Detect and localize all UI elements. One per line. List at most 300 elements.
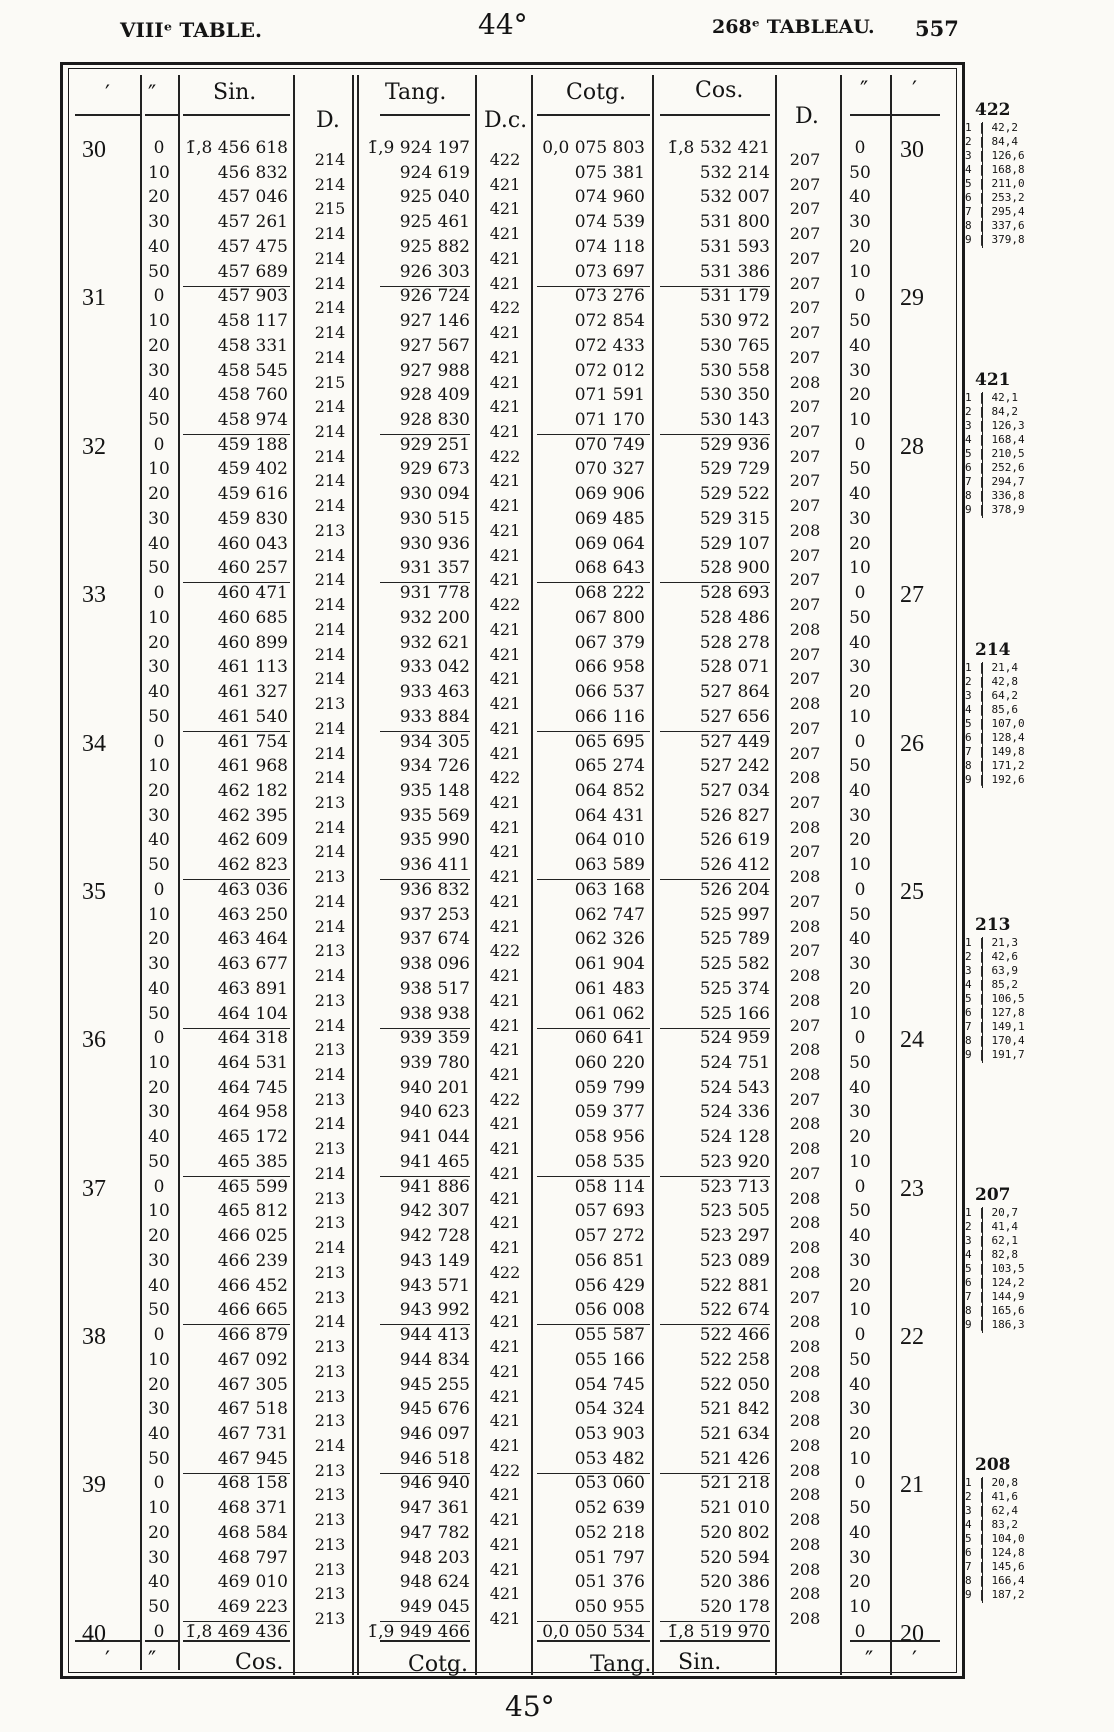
log-sin: 459 616 [217, 484, 288, 505]
diff-cos: 208 [789, 768, 821, 788]
log-sin: 463 677 [217, 954, 288, 975]
second-right: 10 [849, 558, 871, 579]
proportional-parts-line: 3 | 126,6 [965, 149, 1025, 162]
log-sin: 463 250 [217, 904, 288, 925]
second-left: 30 [148, 1250, 170, 1271]
diff-cos: 208 [789, 694, 821, 714]
second-right: 10 [849, 1448, 871, 1469]
log-tang: 935 569 [399, 805, 470, 826]
diff-common: 421 [489, 1435, 521, 1455]
diff-common: 421 [489, 570, 521, 590]
log-sin: 469 010 [217, 1572, 288, 1593]
diff-cos: 207 [789, 471, 821, 491]
diff-sin: 214 [314, 669, 346, 689]
log-tang: 936 832 [399, 879, 470, 900]
second-left: 0 [153, 879, 165, 900]
log-cos: 527 864 [699, 682, 770, 703]
second-left: 20 [148, 1077, 170, 1098]
proportional-parts-title: 421 [975, 370, 1011, 390]
diff-common: 422 [489, 1089, 521, 1109]
diff-common: 421 [489, 347, 521, 367]
diff-sin: 214 [314, 422, 346, 442]
second-left: 50 [148, 1151, 170, 1172]
log-sin: 456 832 [217, 162, 288, 183]
log-cotg: 072 433 [574, 335, 645, 356]
log-sin: 457 046 [217, 187, 288, 208]
second-right: 10 [849, 1597, 871, 1618]
log-sin: 458 760 [217, 385, 288, 406]
tableau-label: 268ᵉ TABLEAU. [712, 16, 875, 38]
proportional-parts-line: 5 | 103,5 [965, 1262, 1025, 1275]
second-right: 30 [849, 508, 871, 529]
proportional-parts-title: 214 [975, 640, 1011, 660]
proportional-parts-line: 9 | 378,9 [965, 503, 1025, 516]
diff-common: 422 [489, 941, 521, 961]
column-heading-dc: D.c. [484, 108, 528, 133]
log-sin: 466 025 [217, 1226, 288, 1247]
diff-common: 421 [489, 669, 521, 689]
diff-sin: 213 [314, 1188, 346, 1208]
diff-common: 421 [489, 1139, 521, 1159]
log-cotg: 069 906 [574, 484, 645, 505]
second-right: 10 [849, 855, 871, 876]
log-tang: 928 830 [399, 410, 470, 431]
diff-common: 422 [489, 150, 521, 169]
second-left: 10 [148, 311, 170, 332]
log-cotg: 067 379 [574, 632, 645, 653]
diff-common: 422 [489, 1460, 521, 1480]
log-cotg: 064 010 [574, 830, 645, 851]
proportional-parts-line: 6 | 124,8 [965, 1546, 1025, 1559]
proportional-parts-line: 2 | 84,2 [965, 405, 1018, 418]
log-cos: 523 920 [699, 1151, 770, 1172]
log-sin: 460 257 [217, 558, 288, 579]
diff-common: 421 [489, 520, 521, 540]
log-tang: 925 461 [399, 212, 470, 233]
diff-common: 421 [489, 174, 521, 194]
diff-sin: 213 [314, 1510, 346, 1530]
second-left: 0 [153, 1028, 165, 1049]
log-cotg: 071 170 [574, 410, 645, 431]
log-tang: 936 411 [399, 855, 470, 876]
second-left: 50 [148, 1003, 170, 1024]
diff-sin: 214 [314, 570, 346, 590]
log-sin: 466 452 [217, 1275, 288, 1296]
log-cotg: 0,0 075 803 [542, 138, 645, 158]
diff-sin: 213 [314, 520, 346, 540]
diff-common: 421 [489, 619, 521, 639]
diff-sin: 214 [314, 916, 346, 936]
diff-sin: 213 [314, 1485, 346, 1505]
diff-cos: 207 [789, 1089, 821, 1109]
diff-cos: 208 [789, 1485, 821, 1505]
minute-right: 22 [900, 1324, 924, 1351]
proportional-parts-line: 1 | 21,4 [965, 661, 1018, 674]
second-left: 0 [153, 1325, 165, 1346]
diff-cos: 207 [789, 545, 821, 565]
proportional-parts-line: 8 | 170,4 [965, 1034, 1025, 1047]
second-right: 20 [849, 1127, 871, 1148]
log-sin: 464 318 [217, 1028, 288, 1049]
diff-sin: 213 [314, 1584, 346, 1604]
second-right: 40 [849, 632, 871, 653]
log-sin: 462 609 [217, 830, 288, 851]
log-cotg: 050 955 [574, 1597, 645, 1618]
proportional-parts-line: 2 | 41,4 [965, 1220, 1018, 1233]
log-tang: 937 674 [399, 929, 470, 950]
diff-common: 421 [489, 1510, 521, 1530]
log-cos: 520 386 [699, 1572, 770, 1593]
diff-sin: 213 [314, 792, 346, 812]
log-cotg: 059 799 [574, 1077, 645, 1098]
log-cotg: 061 062 [574, 1003, 645, 1024]
diff-common: 421 [489, 1337, 521, 1357]
diff-cos: 207 [789, 1163, 821, 1183]
log-tang: 942 728 [399, 1226, 470, 1247]
diff-sin: 214 [314, 397, 346, 417]
log-cos: 528 071 [699, 657, 770, 678]
diff-cos: 207 [789, 298, 821, 318]
log-sin: 466 879 [217, 1325, 288, 1346]
diff-cos: 208 [789, 1262, 821, 1282]
log-cos: 530 350 [699, 385, 770, 406]
column-heading-d1: D. [316, 108, 340, 133]
column-footer-min: ′ [105, 1648, 110, 1673]
second-left: 20 [148, 929, 170, 950]
second-right: 20 [849, 533, 871, 554]
second-left: 50 [148, 261, 170, 282]
log-tang: 931 778 [399, 583, 470, 604]
diff-common: 422 [489, 446, 521, 466]
proportional-parts-line: 8 | 337,6 [965, 219, 1025, 232]
diff-cos: 208 [789, 1584, 821, 1604]
log-tang: 927 567 [399, 335, 470, 356]
diff-sin: 213 [314, 694, 346, 714]
proportional-parts-line: 5 | 211,0 [965, 177, 1025, 190]
log-cos: 527 656 [699, 706, 770, 727]
second-left: 0 [153, 1176, 165, 1197]
second-left: 20 [148, 187, 170, 208]
diff-sin: 214 [314, 150, 346, 169]
diff-common: 421 [489, 867, 521, 887]
log-tang: 941 465 [399, 1151, 470, 1172]
second-left: 20 [148, 632, 170, 653]
second-right: 10 [849, 1151, 871, 1172]
diff-common: 421 [489, 1411, 521, 1431]
second-left: 30 [148, 657, 170, 678]
second-left: 10 [148, 607, 170, 628]
log-cos: 521 842 [699, 1399, 770, 1420]
second-right: 0 [854, 1621, 866, 1642]
second-right: 10 [849, 261, 871, 282]
log-cotg: 052 218 [574, 1522, 645, 1543]
diff-cos: 207 [789, 224, 821, 244]
log-tang: 924 619 [399, 162, 470, 183]
log-sin: 467 092 [217, 1349, 288, 1370]
log-sin: 457 903 [217, 286, 288, 307]
second-right: 30 [849, 360, 871, 381]
log-cotg: 057 693 [574, 1201, 645, 1222]
column-heading-tang: Tang. [385, 80, 447, 105]
column-footer-tang: Cotg. [408, 1652, 468, 1677]
log-sin: 458 974 [217, 410, 288, 431]
proportional-parts-line: 4 | 85,2 [965, 978, 1018, 991]
log-tang: 927 988 [399, 360, 470, 381]
log-sin: 463 464 [217, 929, 288, 950]
second-right: 50 [849, 1349, 871, 1370]
second-left: 10 [148, 1201, 170, 1222]
diff-cos: 208 [789, 1534, 821, 1554]
second-left: 40 [148, 830, 170, 851]
log-tang: 933 884 [399, 706, 470, 727]
diff-cos: 207 [789, 248, 821, 268]
diff-sin: 214 [314, 248, 346, 268]
proportional-parts-line: 8 | 336,8 [965, 489, 1025, 502]
log-cos: 521 634 [699, 1423, 770, 1444]
diff-common: 421 [489, 694, 521, 714]
second-right: 10 [849, 410, 871, 431]
log-cos: 522 881 [699, 1275, 770, 1296]
diff-common: 421 [489, 224, 521, 244]
log-cos: 523 089 [699, 1250, 770, 1271]
log-sin: 457 689 [217, 261, 288, 282]
log-cotg: 054 745 [574, 1374, 645, 1395]
log-cotg: 058 114 [574, 1176, 645, 1197]
diff-sin: 213 [314, 1287, 346, 1307]
diff-sin: 213 [314, 990, 346, 1010]
diff-common: 421 [489, 966, 521, 986]
log-cos: 527 449 [699, 731, 770, 752]
second-right: 30 [849, 212, 871, 233]
log-cos: 520 178 [699, 1597, 770, 1618]
diff-common: 421 [489, 1287, 521, 1307]
diff-common: 422 [489, 298, 521, 318]
second-right: 20 [849, 385, 871, 406]
log-tang: 926 303 [399, 261, 470, 282]
diff-sin: 214 [314, 298, 346, 318]
proportional-parts-line: 6 | 128,4 [965, 731, 1025, 744]
log-sin: 467 945 [217, 1448, 288, 1469]
log-cos: 529 107 [699, 533, 770, 554]
second-right: 30 [849, 1399, 871, 1420]
column-heading-sec: ″ [148, 82, 157, 107]
second-left: 10 [148, 162, 170, 183]
proportional-parts-line: 7 | 294,7 [965, 475, 1025, 488]
log-cos: 530 143 [699, 410, 770, 431]
second-right: 0 [854, 138, 866, 158]
second-left: 40 [148, 533, 170, 554]
second-right: 40 [849, 929, 871, 950]
second-left: 20 [148, 780, 170, 801]
log-cos: 523 713 [699, 1176, 770, 1197]
diff-common: 421 [489, 1188, 521, 1208]
diff-cos: 208 [789, 966, 821, 986]
proportional-parts-line: 5 | 104,0 [965, 1532, 1025, 1545]
diff-sin: 214 [314, 347, 346, 367]
second-left: 10 [148, 459, 170, 480]
log-sin: 462 182 [217, 780, 288, 801]
proportional-parts-title: 208 [975, 1455, 1011, 1475]
log-cotg: 061 483 [574, 978, 645, 999]
log-cos: 521 426 [699, 1448, 770, 1469]
diff-cos: 208 [789, 1411, 821, 1431]
log-cos: 525 997 [699, 904, 770, 925]
diff-cos: 208 [789, 372, 821, 392]
diff-sin: 213 [314, 1040, 346, 1060]
log-cos: 522 050 [699, 1374, 770, 1395]
log-cotg: 070 749 [574, 434, 645, 455]
column-footer-sin: Cos. [235, 1650, 284, 1675]
second-left: 0 [153, 138, 165, 158]
log-tang: 945 676 [399, 1399, 470, 1420]
log-tang: 937 253 [399, 904, 470, 925]
second-right: 40 [849, 780, 871, 801]
log-tang: 925 040 [399, 187, 470, 208]
log-cotg: 057 272 [574, 1226, 645, 1247]
log-cos: 524 751 [699, 1053, 770, 1073]
diff-common: 421 [489, 1485, 521, 1505]
diff-sin: 214 [314, 1238, 346, 1258]
log-cotg: 063 168 [574, 879, 645, 900]
diff-cos: 208 [789, 1213, 821, 1233]
diff-common: 422 [489, 595, 521, 615]
minute-right: 20 [900, 1620, 924, 1647]
second-left: 10 [148, 1053, 170, 1073]
log-cos: 528 278 [699, 632, 770, 653]
second-right: 0 [854, 434, 866, 455]
minute-left: 37 [82, 1175, 106, 1202]
diff-common: 421 [489, 273, 521, 293]
log-cos: 531 800 [699, 212, 770, 233]
log-cotg: 054 324 [574, 1399, 645, 1420]
log-cotg: 072 012 [574, 360, 645, 381]
log-cotg: 066 116 [574, 706, 645, 727]
log-tang: 943 149 [399, 1250, 470, 1271]
diff-common: 421 [489, 372, 521, 392]
second-right: 50 [849, 904, 871, 925]
log-cotg: 060 220 [574, 1053, 645, 1073]
proportional-parts-title: 422 [975, 100, 1011, 120]
log-tang: 939 780 [399, 1053, 470, 1073]
diff-sin: 215 [314, 199, 346, 219]
diff-sin: 213 [314, 1559, 346, 1579]
log-cos: 522 258 [699, 1349, 770, 1370]
second-left: 20 [148, 1226, 170, 1247]
proportional-parts-line: 7 | 295,4 [965, 205, 1025, 218]
second-right: 20 [849, 978, 871, 999]
proportional-parts-title: 213 [975, 915, 1011, 935]
second-right: 20 [849, 236, 871, 257]
diff-cos: 208 [789, 619, 821, 639]
second-left: 0 [153, 1621, 165, 1642]
proportional-parts-line: 9 | 186,3 [965, 1318, 1025, 1331]
diff-sin: 213 [314, 1139, 346, 1159]
log-cos: 523 505 [699, 1201, 770, 1222]
second-right: 0 [854, 731, 866, 752]
log-sin: 468 584 [217, 1522, 288, 1543]
second-right: 50 [849, 607, 871, 628]
proportional-parts-line: 9 | 187,2 [965, 1588, 1025, 1601]
second-right: 10 [849, 1003, 871, 1024]
log-tang: 949 045 [399, 1597, 470, 1618]
log-tang: 931 357 [399, 558, 470, 579]
diff-sin: 214 [314, 817, 346, 837]
second-left: 50 [148, 855, 170, 876]
proportional-parts-line: 6 | 253,2 [965, 191, 1025, 204]
log-cotg: 068 222 [574, 583, 645, 604]
log-cotg: 073 276 [574, 286, 645, 307]
second-left: 0 [153, 286, 165, 307]
diff-sin: 213 [314, 941, 346, 961]
log-tang: 934 726 [399, 756, 470, 777]
log-sin: 1̄,8 469 436 [185, 1621, 288, 1642]
diff-cos: 207 [789, 496, 821, 516]
log-tang: 929 251 [399, 434, 470, 455]
diff-cos: 207 [789, 422, 821, 442]
diff-cos: 208 [789, 1312, 821, 1332]
second-left: 10 [148, 1498, 170, 1519]
minute-left: 31 [82, 285, 106, 312]
proportional-parts-line: 4 | 168,8 [965, 163, 1025, 176]
log-cos: 520 594 [699, 1547, 770, 1568]
degree-top: 44° [478, 8, 528, 41]
diff-common: 421 [489, 1609, 521, 1629]
diff-cos: 208 [789, 1238, 821, 1258]
log-cotg: 073 697 [574, 261, 645, 282]
log-tang: 932 200 [399, 607, 470, 628]
log-cotg: 066 958 [574, 657, 645, 678]
log-sin: 468 158 [217, 1473, 288, 1494]
second-right: 30 [849, 954, 871, 975]
second-right: 0 [854, 583, 866, 604]
diff-common: 421 [489, 422, 521, 442]
diff-sin: 213 [314, 1089, 346, 1109]
second-right: 50 [849, 1053, 871, 1073]
log-sin: 464 531 [217, 1053, 288, 1073]
minute-left: 30 [82, 137, 106, 163]
log-sin: 465 812 [217, 1201, 288, 1222]
second-left: 30 [148, 508, 170, 529]
log-sin: 466 665 [217, 1300, 288, 1321]
diff-sin: 215 [314, 372, 346, 392]
second-left: 50 [148, 1300, 170, 1321]
minute-left: 32 [82, 433, 106, 460]
log-cotg: 058 956 [574, 1127, 645, 1148]
log-tang: 930 094 [399, 484, 470, 505]
diff-cos: 207 [789, 891, 821, 911]
diff-common: 421 [489, 743, 521, 763]
diff-cos: 207 [789, 1287, 821, 1307]
diff-cos: 207 [789, 446, 821, 466]
proportional-parts-line: 2 | 41,6 [965, 1490, 1018, 1503]
log-tang: 941 044 [399, 1127, 470, 1148]
diff-sin: 213 [314, 1337, 346, 1357]
log-tang: 940 623 [399, 1102, 470, 1123]
diff-sin: 214 [314, 224, 346, 244]
log-sin: 459 188 [217, 434, 288, 455]
second-right: 30 [849, 805, 871, 826]
diff-cos: 207 [789, 1015, 821, 1035]
log-cos: 526 204 [699, 879, 770, 900]
proportional-parts-line: 4 | 83,2 [965, 1518, 1018, 1531]
log-sin: 464 958 [217, 1102, 288, 1123]
proportional-parts-line: 3 | 63,9 [965, 964, 1018, 977]
log-cotg: 065 695 [574, 731, 645, 752]
diff-common: 421 [489, 1114, 521, 1134]
column-footer-sec: ″ [148, 1648, 157, 1673]
proportional-parts-line: 1 | 21,3 [965, 936, 1018, 949]
diff-common: 421 [489, 990, 521, 1010]
